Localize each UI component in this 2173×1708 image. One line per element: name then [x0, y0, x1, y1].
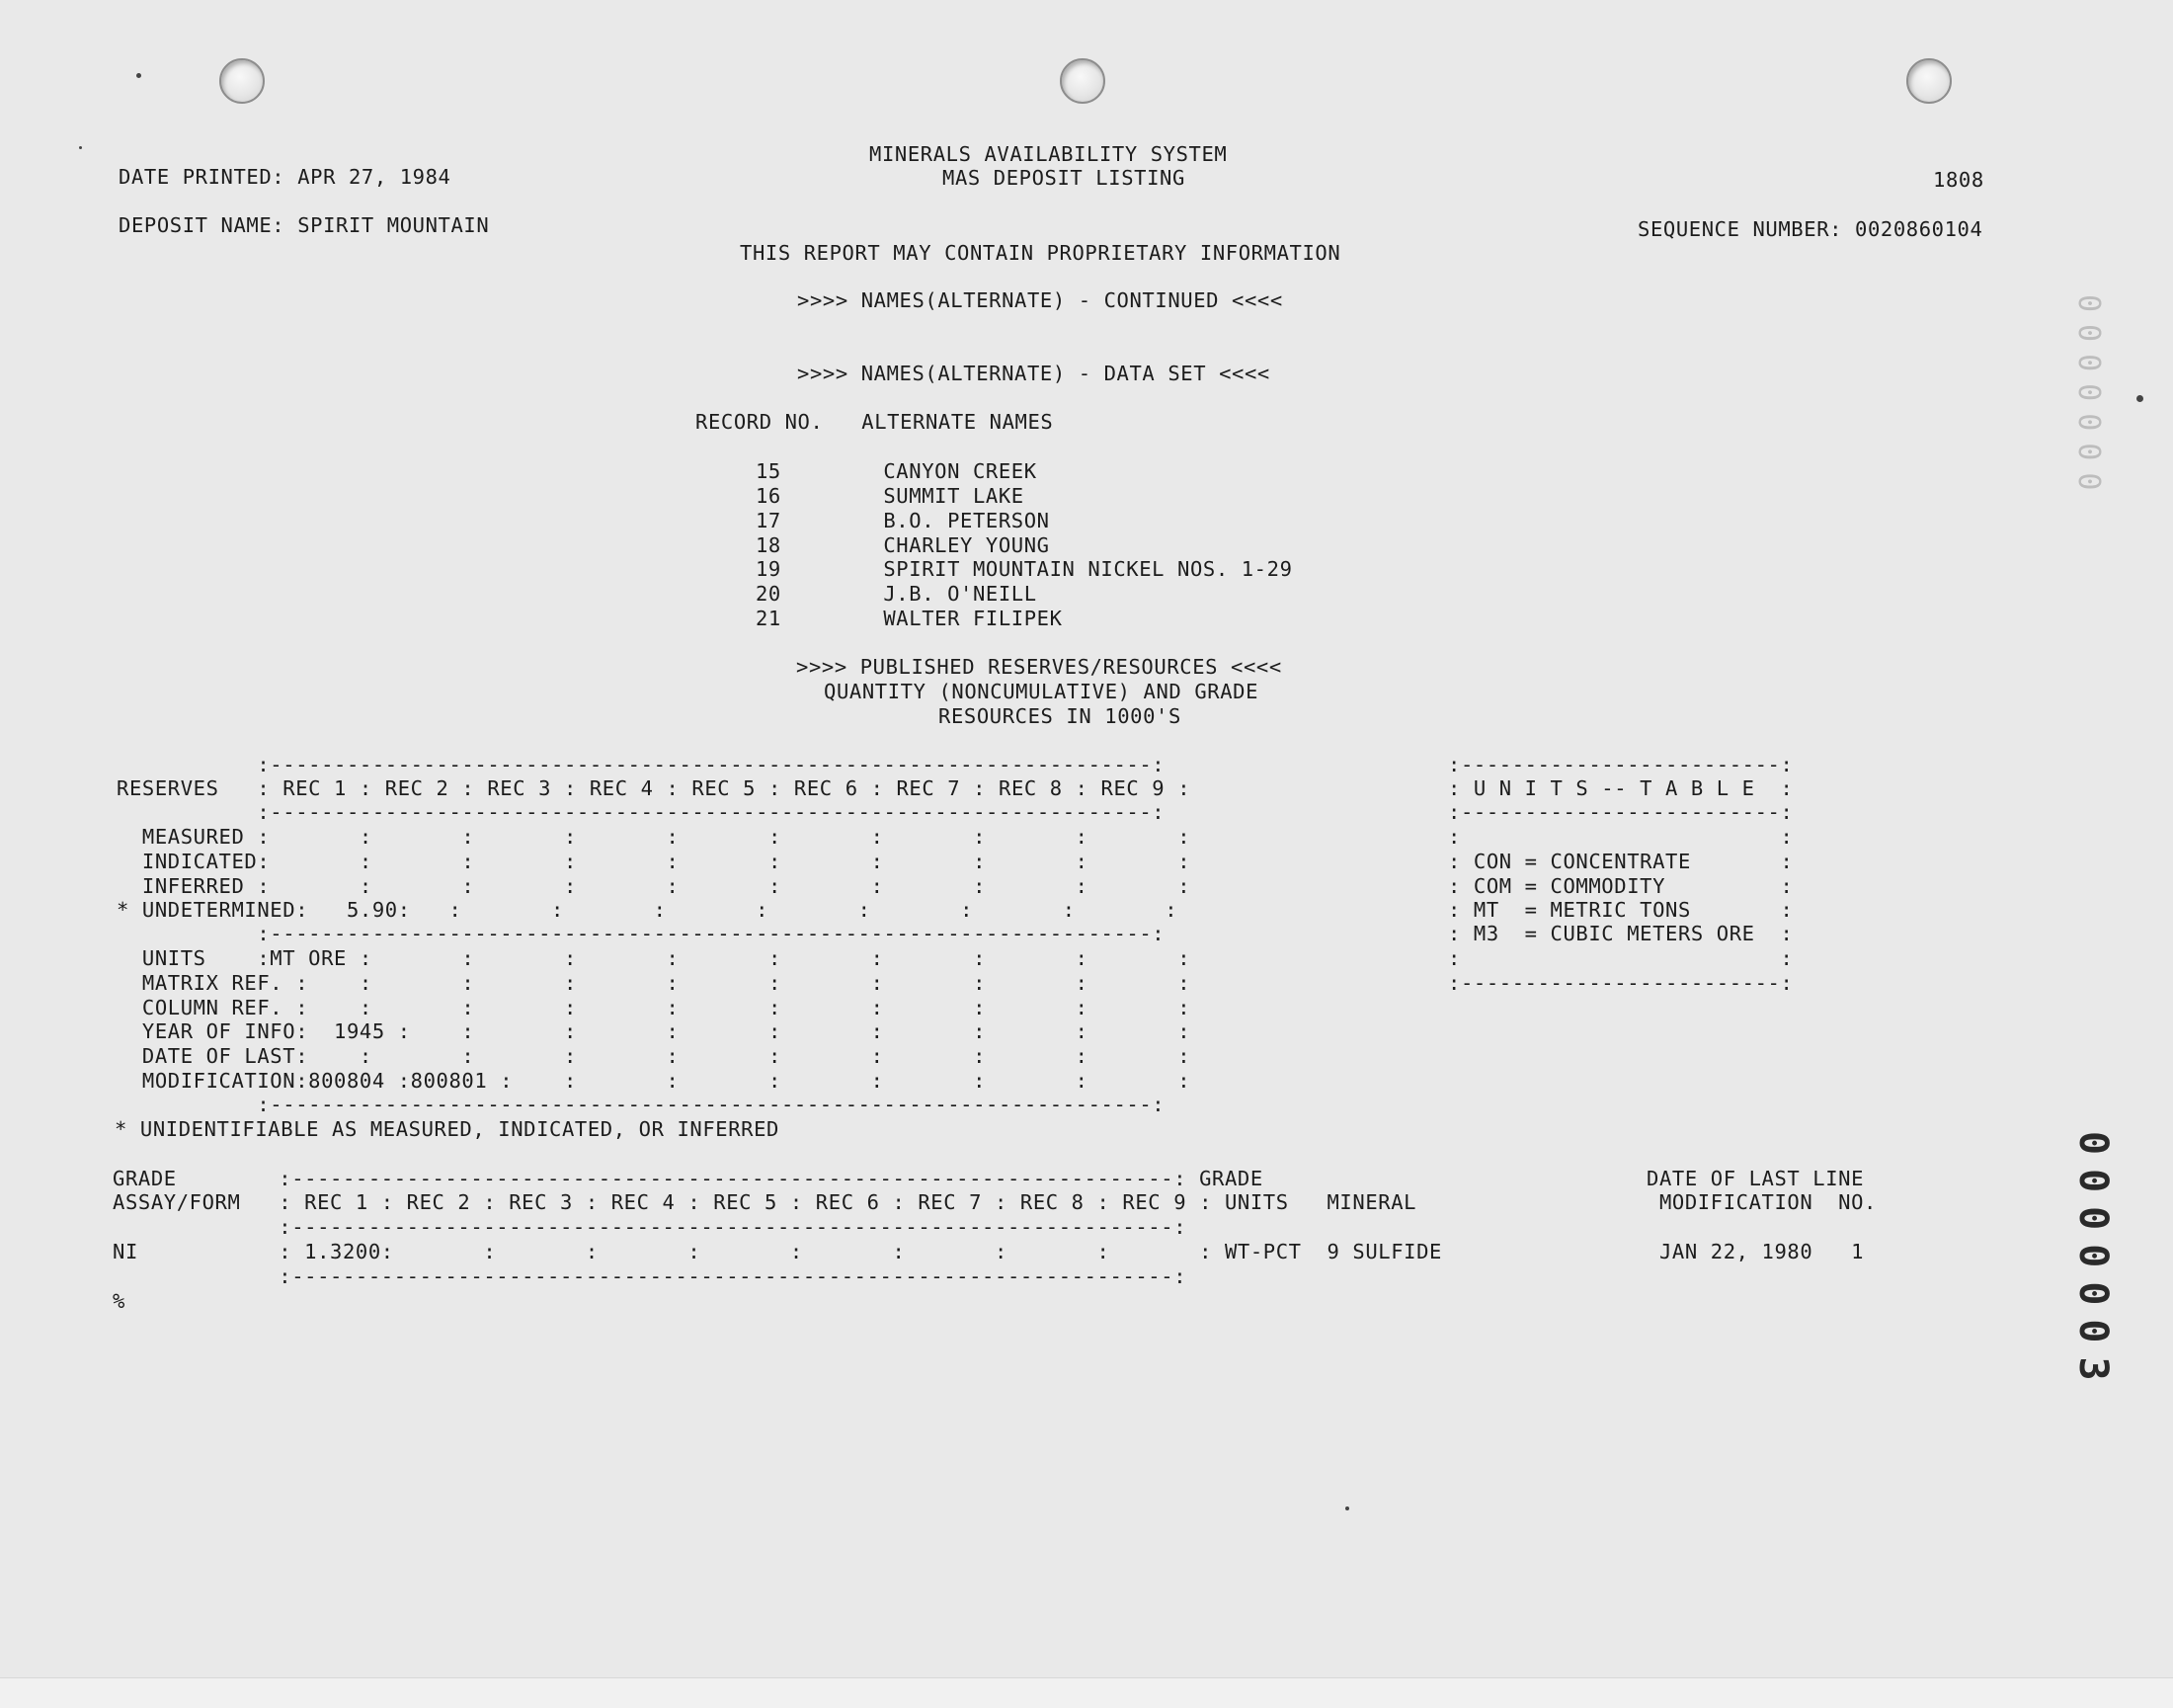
- reserves-table-line: MATRIX REF. : : : : : : : : : :: [117, 971, 1191, 995]
- punch-hole-right: [1906, 58, 1952, 104]
- margin-stamp-faint: 0000000: [2071, 294, 2106, 503]
- date-printed: DATE PRINTED: APR 27, 1984: [119, 165, 451, 189]
- grade-table-line: :---------------------------------------------------------------------:: [113, 1215, 1187, 1239]
- reserves-table-line: YEAR OF INFO: 1945 : : : : : : : : :: [117, 1019, 1191, 1043]
- alternate-name-row: 19 SPIRIT MOUNTAIN NICKEL NOS. 1-29: [743, 557, 1293, 581]
- speck: [1345, 1506, 1349, 1510]
- grade-table-line: GRADE :---------------------------------------------------------------------: GRADE DATE OF LAST LINE: [113, 1167, 1865, 1190]
- margin-stamp-dark: 0000003: [2070, 1131, 2116, 1395]
- names-column-header: RECORD NO. ALTERNATE NAMES: [695, 410, 1054, 434]
- reserves-table-line: INFERRED : : : : : : : : : :: [117, 874, 1191, 898]
- reserves-table-line: :---------------------------------------------------------------------:: [117, 800, 1166, 824]
- speck: [136, 73, 141, 78]
- units-table-line: : :: [1448, 946, 1794, 970]
- proprietary-notice: THIS REPORT MAY CONTAIN PROPRIETARY INFORMATION: [740, 241, 1341, 265]
- reserves-table-line: :---------------------------------------------------------------------:: [117, 922, 1166, 945]
- reserves-table-line: INDICATED: : : : : : : : : :: [117, 850, 1191, 873]
- grade-table-line: %: [113, 1289, 125, 1313]
- units-table-line: : COM = COMMODITY :: [1448, 874, 1794, 898]
- deposit-name: DEPOSIT NAME: SPIRIT MOUNTAIN: [119, 213, 490, 237]
- reserves-table-line: RESERVES : REC 1 : REC 2 : REC 3 : REC 4 : REC 5 : REC 6 : REC 7 : REC 8 : REC 9 :: [117, 776, 1191, 800]
- listing-title: MAS DEPOSIT LISTING: [942, 166, 1185, 190]
- speck: [2136, 395, 2143, 402]
- units-table-line: : U N I T S -- T A B L E :: [1448, 776, 1794, 800]
- names-continued-heading: >>>> NAMES(ALTERNATE) - CONTINUED <<<<: [797, 288, 1283, 312]
- punch-hole-center: [1060, 58, 1105, 104]
- page-number: 1808: [1933, 168, 1984, 192]
- alternate-name-row: 21 WALTER FILIPEK: [743, 607, 1063, 630]
- reserves-table-line: UNITS :MT ORE : : : : : : : : :: [117, 946, 1191, 970]
- reserves-table-line: MODIFICATION:800804 :800801 : : : : : : : :: [117, 1069, 1191, 1093]
- units-table-line: : :: [1448, 825, 1794, 849]
- units-table-line: :-------------------------:: [1448, 971, 1794, 995]
- grade-table-line: NI : 1.3200: : : : : : : : : WT-PCT 9 SULFIDE JAN 22, 1980 1: [113, 1240, 1865, 1263]
- scanner-edge: [0, 1677, 2173, 1708]
- alternate-name-row: 16 SUMMIT LAKE: [743, 484, 1024, 508]
- quantity-heading: QUANTITY (NONCUMULATIVE) AND GRADE: [824, 680, 1259, 703]
- reserves-footnote: * UNIDENTIFIABLE AS MEASURED, INDICATED, OR INFERRED: [115, 1117, 779, 1141]
- units-table-line: :-------------------------:: [1448, 753, 1794, 776]
- alternate-name-row: 20 J.B. O'NEILL: [743, 582, 1037, 606]
- grade-table-line: :---------------------------------------------------------------------:: [113, 1264, 1187, 1288]
- units-table-line: : MT = METRIC TONS :: [1448, 898, 1794, 922]
- alternate-name-row: 17 B.O. PETERSON: [743, 509, 1050, 532]
- reserves-table-line: * UNDETERMINED: 5.90: : : : : : : : :: [117, 898, 1178, 922]
- sequence-number: SEQUENCE NUMBER: 0020860104: [1638, 217, 1983, 241]
- units-table-line: : CON = CONCENTRATE :: [1448, 850, 1794, 873]
- reserves-table-line: MEASURED : : : : : : : : : :: [117, 825, 1191, 849]
- reserves-table-line: COLUMN REF. : : : : : : : : : :: [117, 996, 1191, 1019]
- reserves-table-line: DATE OF LAST: : : : : : : : : :: [117, 1044, 1191, 1068]
- system-title: MINERALS AVAILABILITY SYSTEM: [869, 142, 1228, 166]
- alternate-name-row: 15 CANYON CREEK: [743, 459, 1037, 483]
- units-table-line: : M3 = CUBIC METERS ORE :: [1448, 922, 1794, 945]
- reserves-heading: >>>> PUBLISHED RESERVES/RESOURCES <<<<: [796, 655, 1282, 679]
- punch-hole-left: [219, 58, 265, 104]
- units-table-line: :-------------------------:: [1448, 800, 1794, 824]
- reserves-table-line: :---------------------------------------------------------------------:: [117, 1093, 1166, 1116]
- reserves-table-line: :---------------------------------------------------------------------:: [117, 753, 1166, 776]
- grade-table-line: ASSAY/FORM : REC 1 : REC 2 : REC 3 : REC 4 : REC 5 : REC 6 : REC 7 : REC 8 : REC 9 : UNITS MINERAL MODIFICATION NO.: [113, 1190, 1878, 1214]
- alternate-name-row: 18 CHARLEY YOUNG: [743, 533, 1050, 557]
- names-dataset-heading: >>>> NAMES(ALTERNATE) - DATA SET <<<<: [797, 362, 1270, 385]
- resources-heading: RESOURCES IN 1000'S: [938, 704, 1181, 728]
- speck: [79, 146, 82, 149]
